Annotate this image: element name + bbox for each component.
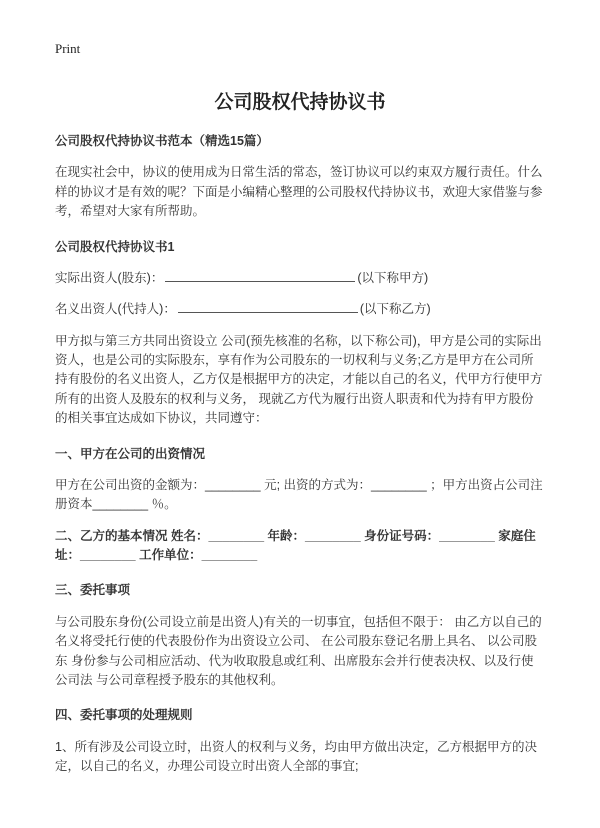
party-a-suffix: (以下称甲方) [357,270,429,285]
section-3-heading: 三、委托事项 [55,583,131,598]
section-4-heading: 四、委托事项的处理规则 [55,708,193,723]
document-title: 公司股权代持协议书 [214,92,386,113]
document-subtitle: 公司股权代持协议书范本（精选15篇） [55,134,269,148]
section-1-heading: 一、甲方在公司的出资情况 [55,446,206,461]
section-4-body: 1、所有涉及公司设立时，出资人的权利与义务，均由甲方做出决定，乙方根据甲方的决定，以自己的名义，办理公司设立时出资人全部的事宜; [55,739,537,773]
section-3-body: 与公司股东身份(公司设立前是出资人)有关的一切事宜，包括但不限于： 由乙方以自己的名义将受托行使的代表股份作为出资设立公司、 在公司股东登记名册上具名、 以公司股东 身份参与公司相应活动、代为收取股息或红利、出席股东会并行使表决权、以及行使公司法 与公司章程授予股东的其他权利。 [55,614,542,687]
party-a-line [55,269,545,288]
party-b-label: 名义出资人(代持人)： [55,302,176,317]
intro-paragraph: 在现实社会中，协议的使用成为日常生活的常态，签订协议可以约束双方履行责任。什么样的协议才是有效的呢？下面是小编精心整理的公司股权代持协议书，欢迎大家借鉴与参考，希望对大家有所帮助。 [55,165,543,219]
recital-paragraph: 甲方拟与第三方共同出资设立 公司(预先核准的名称，以下称公司)，甲方是公司的实际出资人，也是公司的实际股东，享有作为公司股东的一切权利与义务;乙方是甲方在公司所持有股份的名义出资人，乙方仅是根据甲方的决定，才能以自己的名义，代甲方行使甲方所有的出资人及股东的权利与义务， 现就乙方代为履行出资人职责和代为持有甲方股份的相关事宜达成如下协议，共同遵守： [55,333,543,426]
party-b-suffix: (以下称乙方) [359,302,431,317]
section-1-body: 甲方在公司出资的金额为：________ 元; 出资的方式为：________ ；甲方出资占公司注册资本________ ％。 [55,477,543,512]
party-b-line [55,300,545,319]
section-2-line: 二、乙方的基本情况 姓名：________ 年龄：________ 身份证号码：________ 家庭住址：________ 工作单位：________ [55,528,536,562]
agreement-heading: 公司股权代持协议书1 [55,239,175,254]
party-b-fill-in-blank [178,300,358,313]
party-a-label: 实际出资人(股东)： [55,270,164,285]
print-button[interactable]: Print [55,41,81,56]
party-a-fill-in-blank [165,269,355,282]
